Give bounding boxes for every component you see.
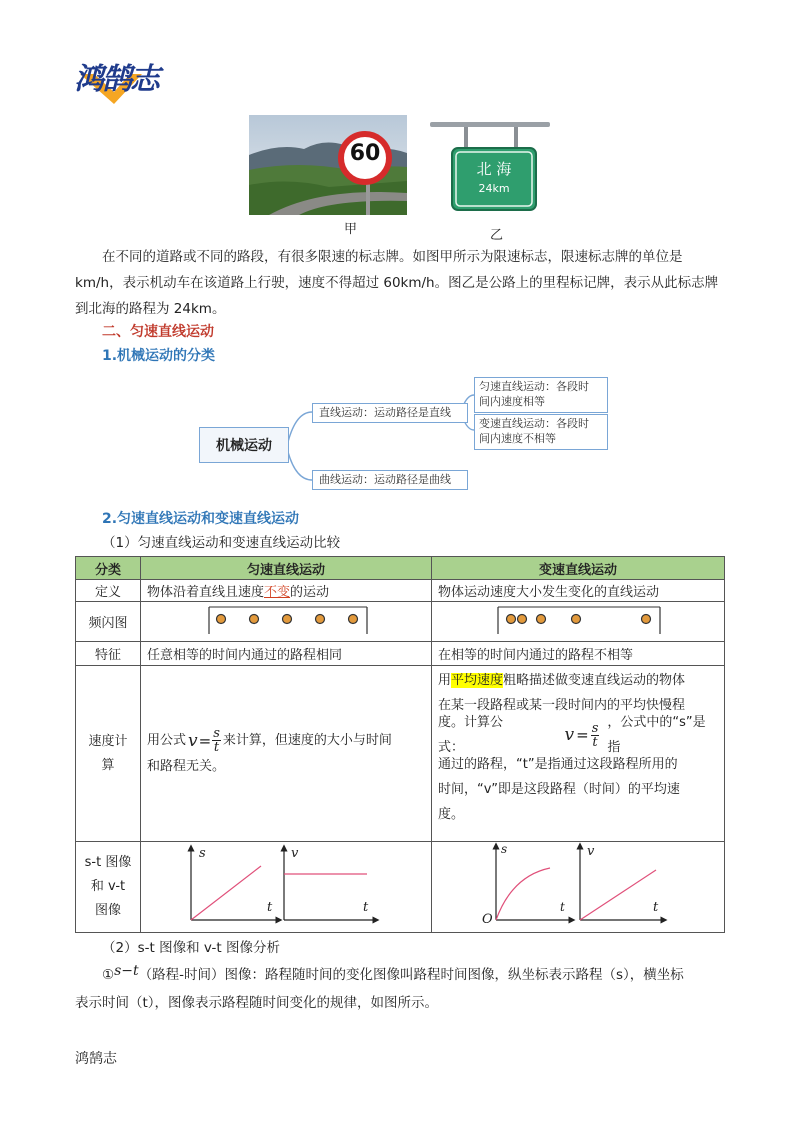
strobe-ball <box>349 614 358 623</box>
uniform-st-line <box>191 866 261 920</box>
mindmap-uniform-line2: 间内速度相等 <box>479 395 545 408</box>
row-label-definition: 定义 <box>76 580 141 602</box>
axis-label-t: t <box>267 900 273 915</box>
row-label-strobe: 频闪图 <box>76 602 141 642</box>
row-label-feature: 特征 <box>76 642 141 666</box>
st-formula: s−t <box>114 963 139 979</box>
milestone-name: 北 海 <box>476 160 512 178</box>
uniform-strobe-diagram <box>147 604 417 636</box>
intro-line-1: 在不同的道路或不同的路段，有很多限速的标志牌。如图甲所示为限速标志，限速标志牌的单位是 <box>102 249 683 265</box>
mindmap-root <box>199 427 289 463</box>
axis-label-t: t <box>363 900 369 915</box>
strobe-ball <box>507 614 516 623</box>
analysis-title: （2）s-t 图像和 v-t 图像分析 <box>102 940 280 956</box>
intro-line-3: 到北海的路程为 24km。 <box>75 301 226 317</box>
mindmap-uniform <box>474 377 608 413</box>
variable-vt-line <box>580 870 659 920</box>
logo-text: 鸿鹄志 <box>74 62 158 97</box>
header-uniform: 匀速直线运动 <box>141 557 432 580</box>
uniform-speed-formula: v = $\frac{s}{t}$ <box>188 726 220 755</box>
cell-uniform-definition: 物体沿着直线且速度不变的运动 <box>141 580 432 602</box>
caption-jia: 甲 <box>344 222 358 237</box>
subsection-title-1: 1.机械运动的分类 <box>102 348 216 364</box>
mindmap-straight-label: 直线运动：运动路径是直线 <box>319 406 451 419</box>
header-variable: 变速直线运动 <box>432 557 725 580</box>
marked-word-unchanged: 不变 <box>264 585 291 600</box>
mindmap-variable-line2: 间内速度不相等 <box>479 432 556 445</box>
mindmap-variable-line1: 变速直线运动：各段时 <box>479 417 589 430</box>
cell-variable-strobe <box>432 602 725 642</box>
strobe-ball <box>316 614 325 623</box>
table-row <box>76 666 725 842</box>
uniform-graphs <box>141 842 431 932</box>
strobe-ball <box>283 614 292 623</box>
axis-label-t: t <box>653 900 659 915</box>
mindmap-curve <box>312 470 468 490</box>
highlight-average-speed: 平均速度 <box>451 673 504 688</box>
variable-st-curve <box>496 868 550 920</box>
cell-uniform-graphs <box>141 842 432 933</box>
variable-strobe-diagram <box>438 604 718 636</box>
strobe-ball <box>642 614 651 623</box>
mindmap-root-label: 机械运动 <box>216 438 272 454</box>
figure-jia <box>249 115 407 215</box>
footer-brand: 鸿鹄志 <box>75 1051 117 1067</box>
caption-yi: 乙 <box>490 228 504 243</box>
table-header-row <box>76 557 725 580</box>
mindmap-curve-label: 曲线运动：运动路径是曲线 <box>319 473 451 486</box>
compare-intro: （1）匀速直线运动和变速直线运动比较 <box>102 535 341 551</box>
brand-logo <box>72 52 192 110</box>
cell-variable-definition: 物体运动速度大小发生变化的直线运动 <box>432 580 725 602</box>
strobe-ball <box>537 614 546 623</box>
axis-label-v: v <box>291 846 299 861</box>
comparison-table <box>75 556 725 933</box>
subsection-title-2: 2.匀速直线运动和变速直线运动 <box>102 511 300 527</box>
cell-variable-feature: 在相等的时间内通过的路程不相等 <box>432 642 725 666</box>
cell-variable-graphs <box>432 842 725 933</box>
strobe-ball <box>572 614 581 623</box>
origin-label: O <box>482 912 493 927</box>
mindmap-variable <box>474 414 608 450</box>
variable-graphs <box>432 842 722 932</box>
intro-line-2: km/h，表示机动车在该道路上行驶，速度不得超过 60km/h。图乙是公路上的里程标记牌，表示从此标志牌 <box>75 275 719 291</box>
table-row <box>76 842 725 933</box>
section-title: 二、匀速直线运动 <box>102 324 214 340</box>
axis-label-v: v <box>587 844 595 859</box>
row-label-speed: 速度计 算 <box>76 666 141 842</box>
mindmap-uniform-line1: 匀速直线运动：各段时 <box>479 380 589 393</box>
average-speed-formula: v = $\frac{s}{t}$ <box>564 720 599 750</box>
table-row <box>76 642 725 666</box>
strobe-ball <box>250 614 259 623</box>
cell-uniform-speed: 用公式 v = $\frac{s}{t}$ 来计算，但速度的大小与时间 和路程无关。 <box>141 666 432 842</box>
strobe-ball <box>217 614 226 623</box>
analysis-item-line-1: ①s−t（路程-时间）图像：路程随时间的变化图像叫路程时间图像，纵坐标表示路程（s），横坐标 <box>102 963 684 983</box>
figure-yi <box>428 118 552 214</box>
cell-uniform-strobe <box>141 602 432 642</box>
analysis-item-line-2: 表示时间（t），图像表示路程随时间变化的规律，如图所示。 <box>75 995 439 1011</box>
speed-limit-value: 60 <box>349 141 381 166</box>
cell-uniform-feature: 任意相等的时间内通过的路程相同 <box>141 642 432 666</box>
axis-label-s: s <box>501 842 508 856</box>
milestone-distance: 24km <box>478 182 510 195</box>
table-row <box>76 602 725 642</box>
mindmap-straight <box>312 403 468 423</box>
row-label-graphs: s-t 图像 和 v-t 图像 <box>76 842 141 933</box>
strobe-ball <box>518 614 527 623</box>
item-number: ① <box>102 967 115 983</box>
header-category: 分类 <box>76 557 141 580</box>
axis-label-s: s <box>199 846 206 861</box>
axis-label-t: t <box>560 900 565 914</box>
table-row <box>76 580 725 602</box>
cell-variable-speed: 用平均速度粗略描述做变速直线运动的物体 在某一段路程或某一段时间内的平均快慢程 度。计算公式： v = $\frac{s}{t}$ ，公式中的“s”是指 通过的路程，“t”是指通过这段路程所用的 时间，“v”即是这段路程（时间）的平均速 度。 <box>432 666 725 842</box>
